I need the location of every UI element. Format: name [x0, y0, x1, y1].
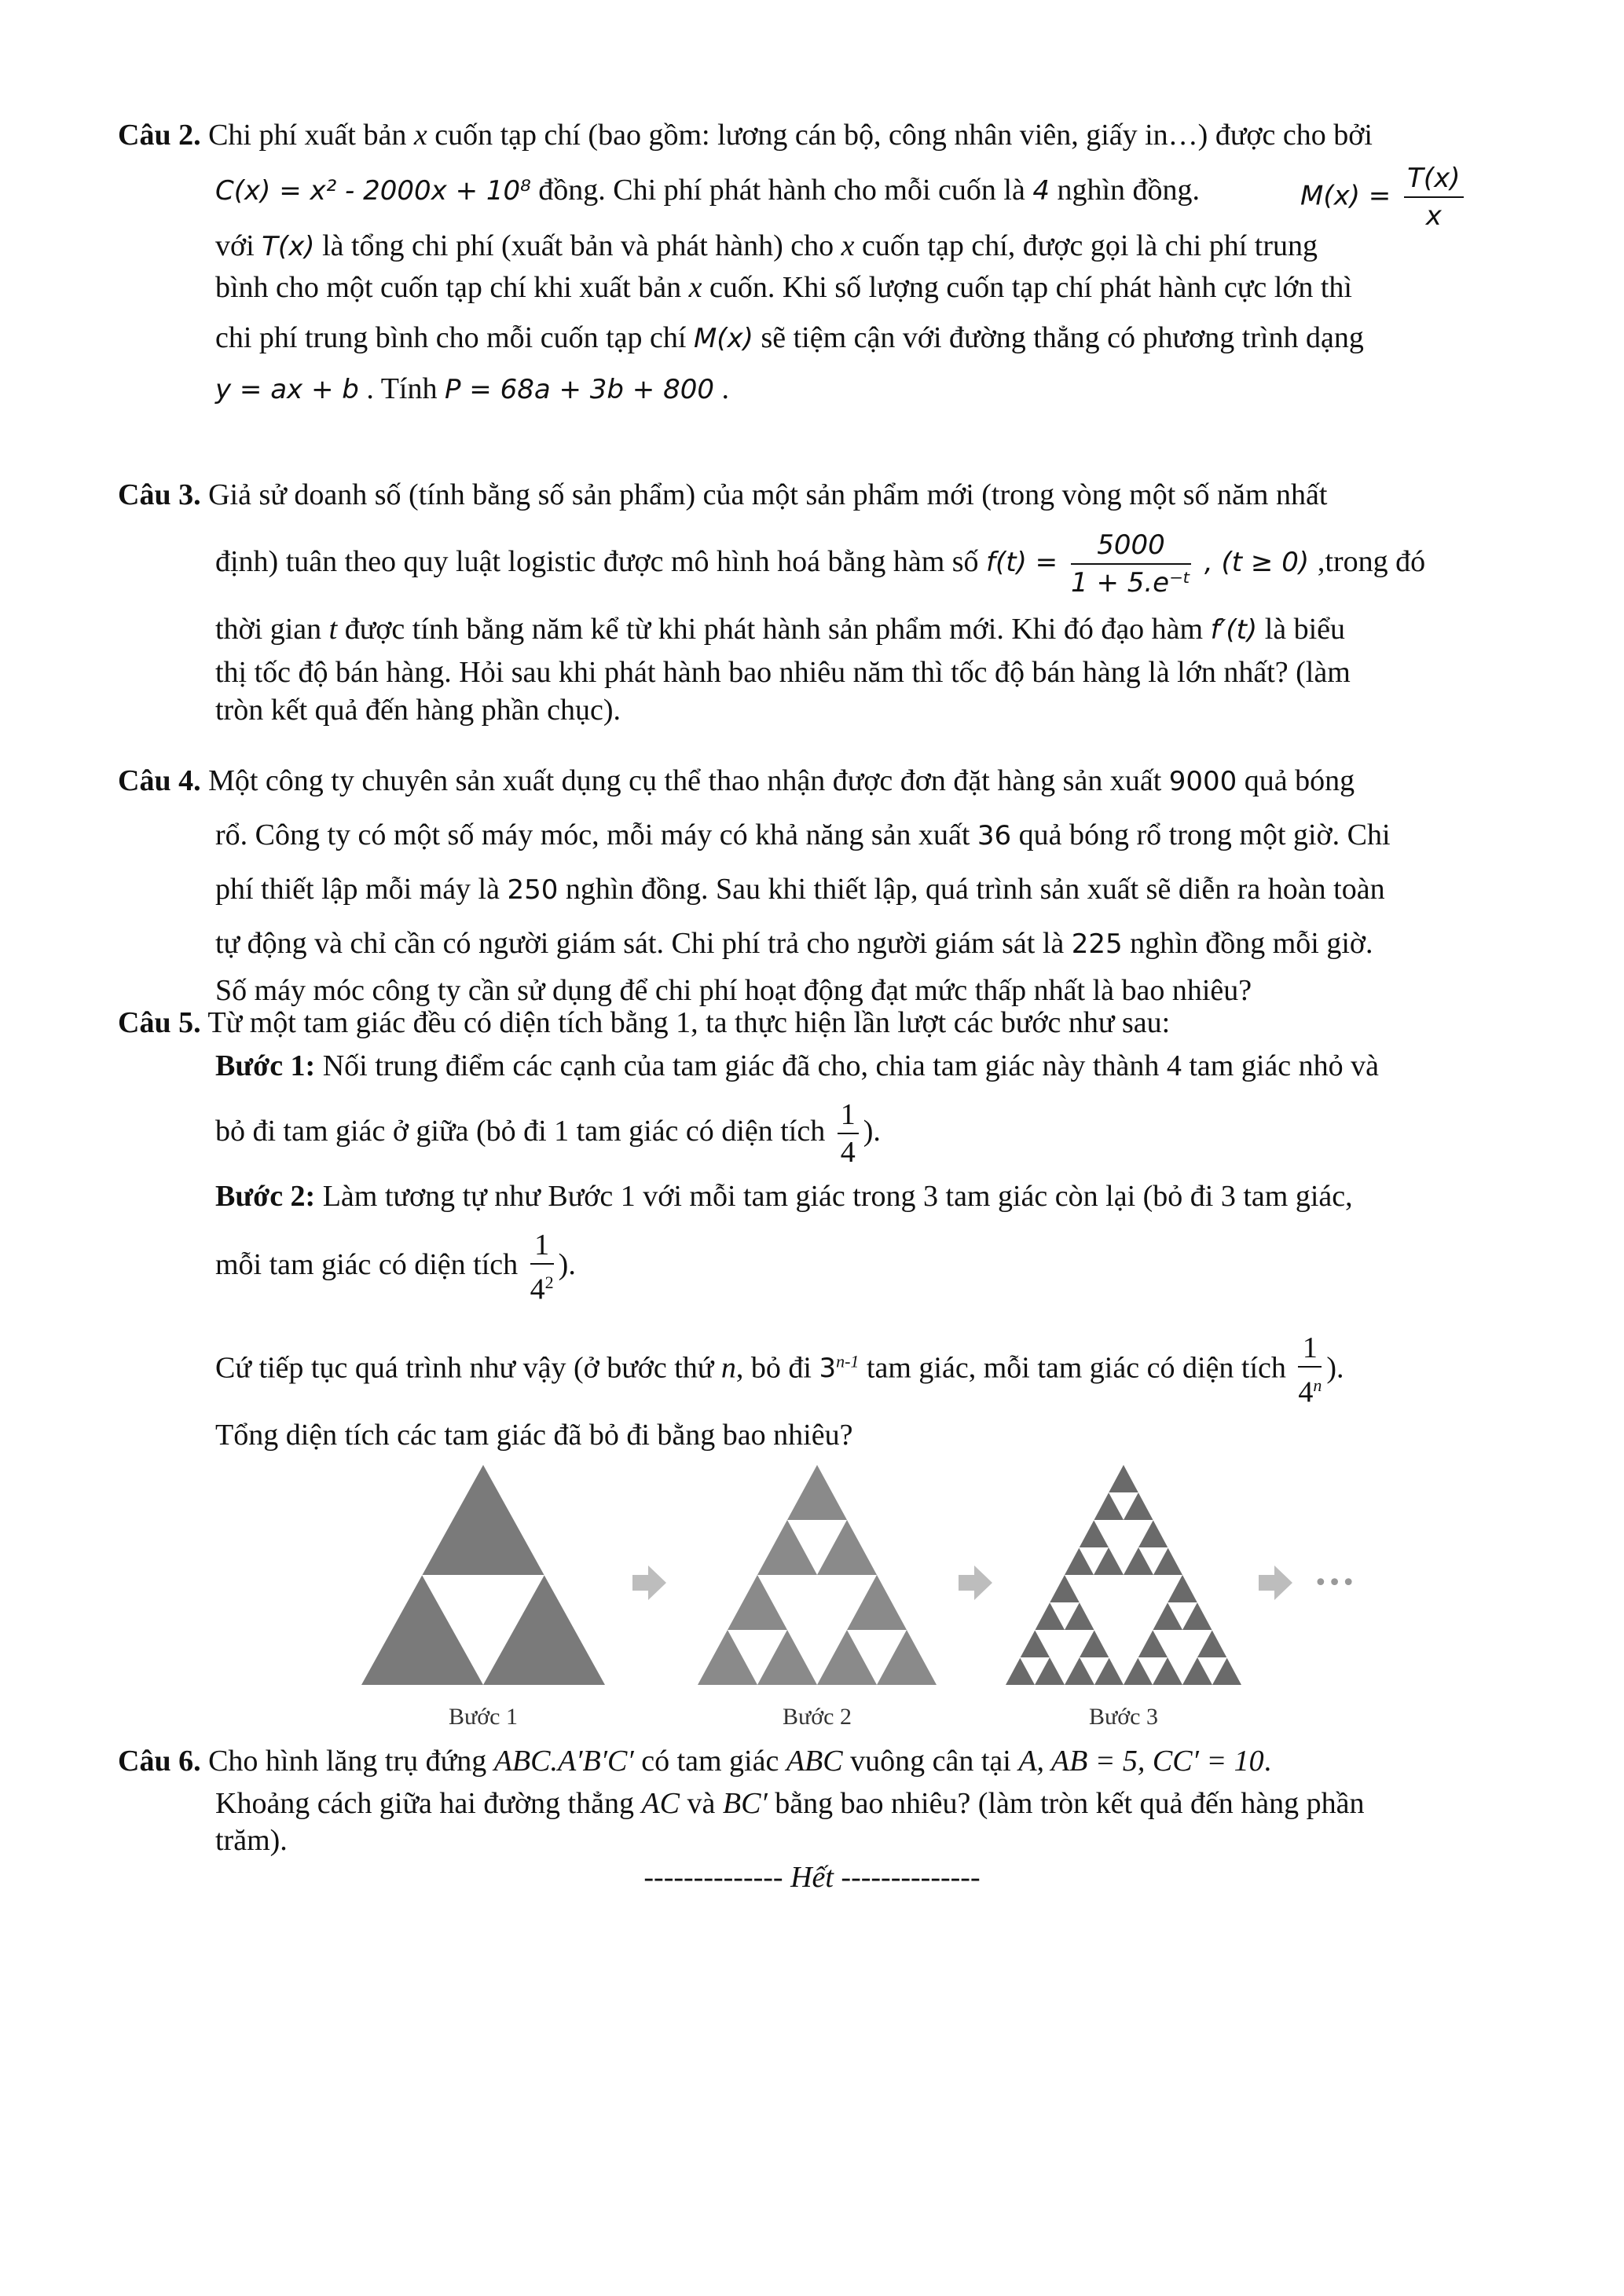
question-label: Câu 5. — [118, 1006, 201, 1039]
q3-line-1: Câu 3. Giả sử doanh số (tính bằng số sản phẩm) của một sản phẩm mới (trong vòng một số năm nhất — [118, 478, 1328, 511]
q5-step2: Bước 2: Làm tương tự như Bước 1 với mỗi tam giác trong 3 tam giác còn lại (bỏ đi 3 tam giác, — [215, 1180, 1353, 1213]
question-label: Câu 6. — [118, 1745, 201, 1778]
q3-line-5: tròn kết quả đến hàng phần chục). — [215, 694, 621, 727]
arrow-right-icon — [959, 1565, 992, 1600]
caption-step-1: Bước 1 — [449, 1704, 518, 1730]
sierpinski-figure — [346, 1465, 1399, 1736]
q2-line-1: Câu 2. Chi phí xuất bản x cuốn tạp chí (bao gồm: lương cán bộ, công nhân viên, giấy in…) được cho bởi — [118, 119, 1373, 152]
q2-line-3: với T(x) là tổng chi phí (xuất bản và phát hành) cho x cuốn tạp chí, được gọi là chi phí trung — [215, 229, 1318, 262]
ellipsis-dots: ••• — [1314, 1569, 1356, 1597]
q5-step3: Cứ tiếp tục quá trình như vậy (ở bước thứ n, bỏ đi 3$^{n-1}$ tam giác, mỗi tam giác có diện tích $\frac{1}{4^n}$ ). — [215, 1331, 1344, 1409]
q4-line-3: phí thiết lập mỗi máy là 250 nghìn đồng. Sau khi thiết lập, quá trình sản xuất sẽ diễn ra hoàn toàn — [215, 873, 1385, 906]
q5-last-line: Tổng diện tích các tam giác đã bỏ đi bằng bao nhiêu? — [215, 1419, 853, 1452]
question-label: Câu 3. — [118, 478, 201, 511]
q6-line-3: trăm). — [215, 1824, 288, 1857]
arrow-right-icon — [1259, 1565, 1292, 1600]
arrow-right-icon — [632, 1565, 666, 1600]
caption-step-3: Bước 3 — [1089, 1704, 1158, 1730]
question-3 — [118, 471, 1516, 729]
logistic-formula: f(t) = $\frac{5000}{\text{1 + 5.e⁻ᵗ}}$ , (t ≥ 0) — [986, 547, 1318, 578]
q3-line-4: thị tốc độ bán hàng. Hỏi sau khi phát hành bao nhiêu năm thì tốc độ bán hàng là lớn nhất? (làm — [215, 656, 1351, 689]
q5-step2-b: mỗi tam giác có diện tích $\frac{1}{4^2}$ ). — [215, 1228, 576, 1306]
sierpinski-step-2 — [698, 1465, 937, 1685]
question-5 — [118, 1002, 1516, 1451]
q6-line-2: Khoảng cách giữa hai đường thẳng AC và BC′ bằng bao nhiêu? (làm tròn kết quả đến hàng phần — [215, 1787, 1365, 1820]
q2-line-4: bình cho một cuốn tạp chí khi xuất bản x cuốn. Khi số lượng cuốn tạp chí phát hành cực lớn thì — [215, 271, 1352, 304]
question-4 — [118, 754, 1516, 1010]
formula-cost: C(x) = x² - 2000x + 10⁸ — [215, 175, 531, 207]
q2-line-2: C(x) = x² - 2000x + 10⁸ đồng. Chi phí phát hành cho mỗi cuốn là 4 nghìn đồng. M(x) = $\frac{T(x)}{x}$ — [118, 159, 1516, 222]
q5-line-1: Câu 5. Từ một tam giác đều có diện tích bằng 1, ta thực hiện lần lượt các bước như sau: — [118, 1006, 1171, 1039]
end-marker: -------------- Hết -------------- — [643, 1861, 981, 1894]
sierpinski-step-1 — [361, 1465, 605, 1685]
question-6 — [118, 1740, 1516, 1856]
caption-step-2: Bước 2 — [783, 1704, 852, 1730]
q4-line-4: tự động và chỉ cần có người giám sát. Chi phí trả cho người giám sát là 225 nghìn đồng mỗi giờ. — [215, 927, 1373, 960]
question-label: Câu 2. — [118, 119, 201, 152]
question-label: Câu 4. — [118, 764, 201, 797]
question-2 — [118, 112, 1516, 407]
q6-line-1: Câu 6. Cho hình lăng trụ đứng ABC.A′B′C′ có tam giác ABC vuông cân tại A, AB = 5, CC′ = 10. — [118, 1745, 1272, 1778]
q4-line-5: Số máy móc công ty cần sử dụng để chi phí hoạt động đạt mức thấp nhất là bao nhiêu? — [215, 974, 1252, 1007]
q3-line-2: định) tuân theo quy luật logistic được mô hình hoá bằng hàm số f(t) = $\frac{5000}{\text{1 + 5.e⁻ᵗ}}$ , (t ≥ 0) ,trong đó — [118, 518, 1516, 606]
q5-step1: Bước 1: Nối trung điểm các cạnh của tam giác đã cho, chia tam giác này thành 4 tam giác nhỏ và — [215, 1049, 1379, 1082]
formula-average: M(x) = $\frac{T(x)}{x}$ — [1300, 160, 1468, 234]
q2-line-5: chi phí trung bình cho mỗi cuốn tạp chí M(x) sẽ tiệm cận với đường thẳng có phương trình dạng — [215, 321, 1364, 354]
q4-line-2: rổ. Công ty có một số máy móc, mỗi máy có khả năng sản xuất 36 quả bóng rổ trong một giờ. Chi — [215, 818, 1391, 851]
q3-line-3: thời gian t được tính bằng năm kể từ khi phát hành sản phẩm mới. Khi đó đạo hàm f′(t) là biểu — [215, 613, 1346, 646]
q4-line-1: Câu 4. Một công ty chuyên sản xuất dụng cụ thể thao nhận được đơn đặt hàng sản xuất 9000 quả bóng — [118, 764, 1355, 797]
q5-step1-b: bỏ đi tam giác ở giữa (bỏ đi 1 tam giác có diện tích $\frac{1}{4}$ ). — [215, 1098, 881, 1170]
q2-line-6: y = ax + b . Tính P = 68a + 3b + 800 . — [215, 372, 729, 405]
sierpinski-step-3 — [1006, 1465, 1241, 1685]
